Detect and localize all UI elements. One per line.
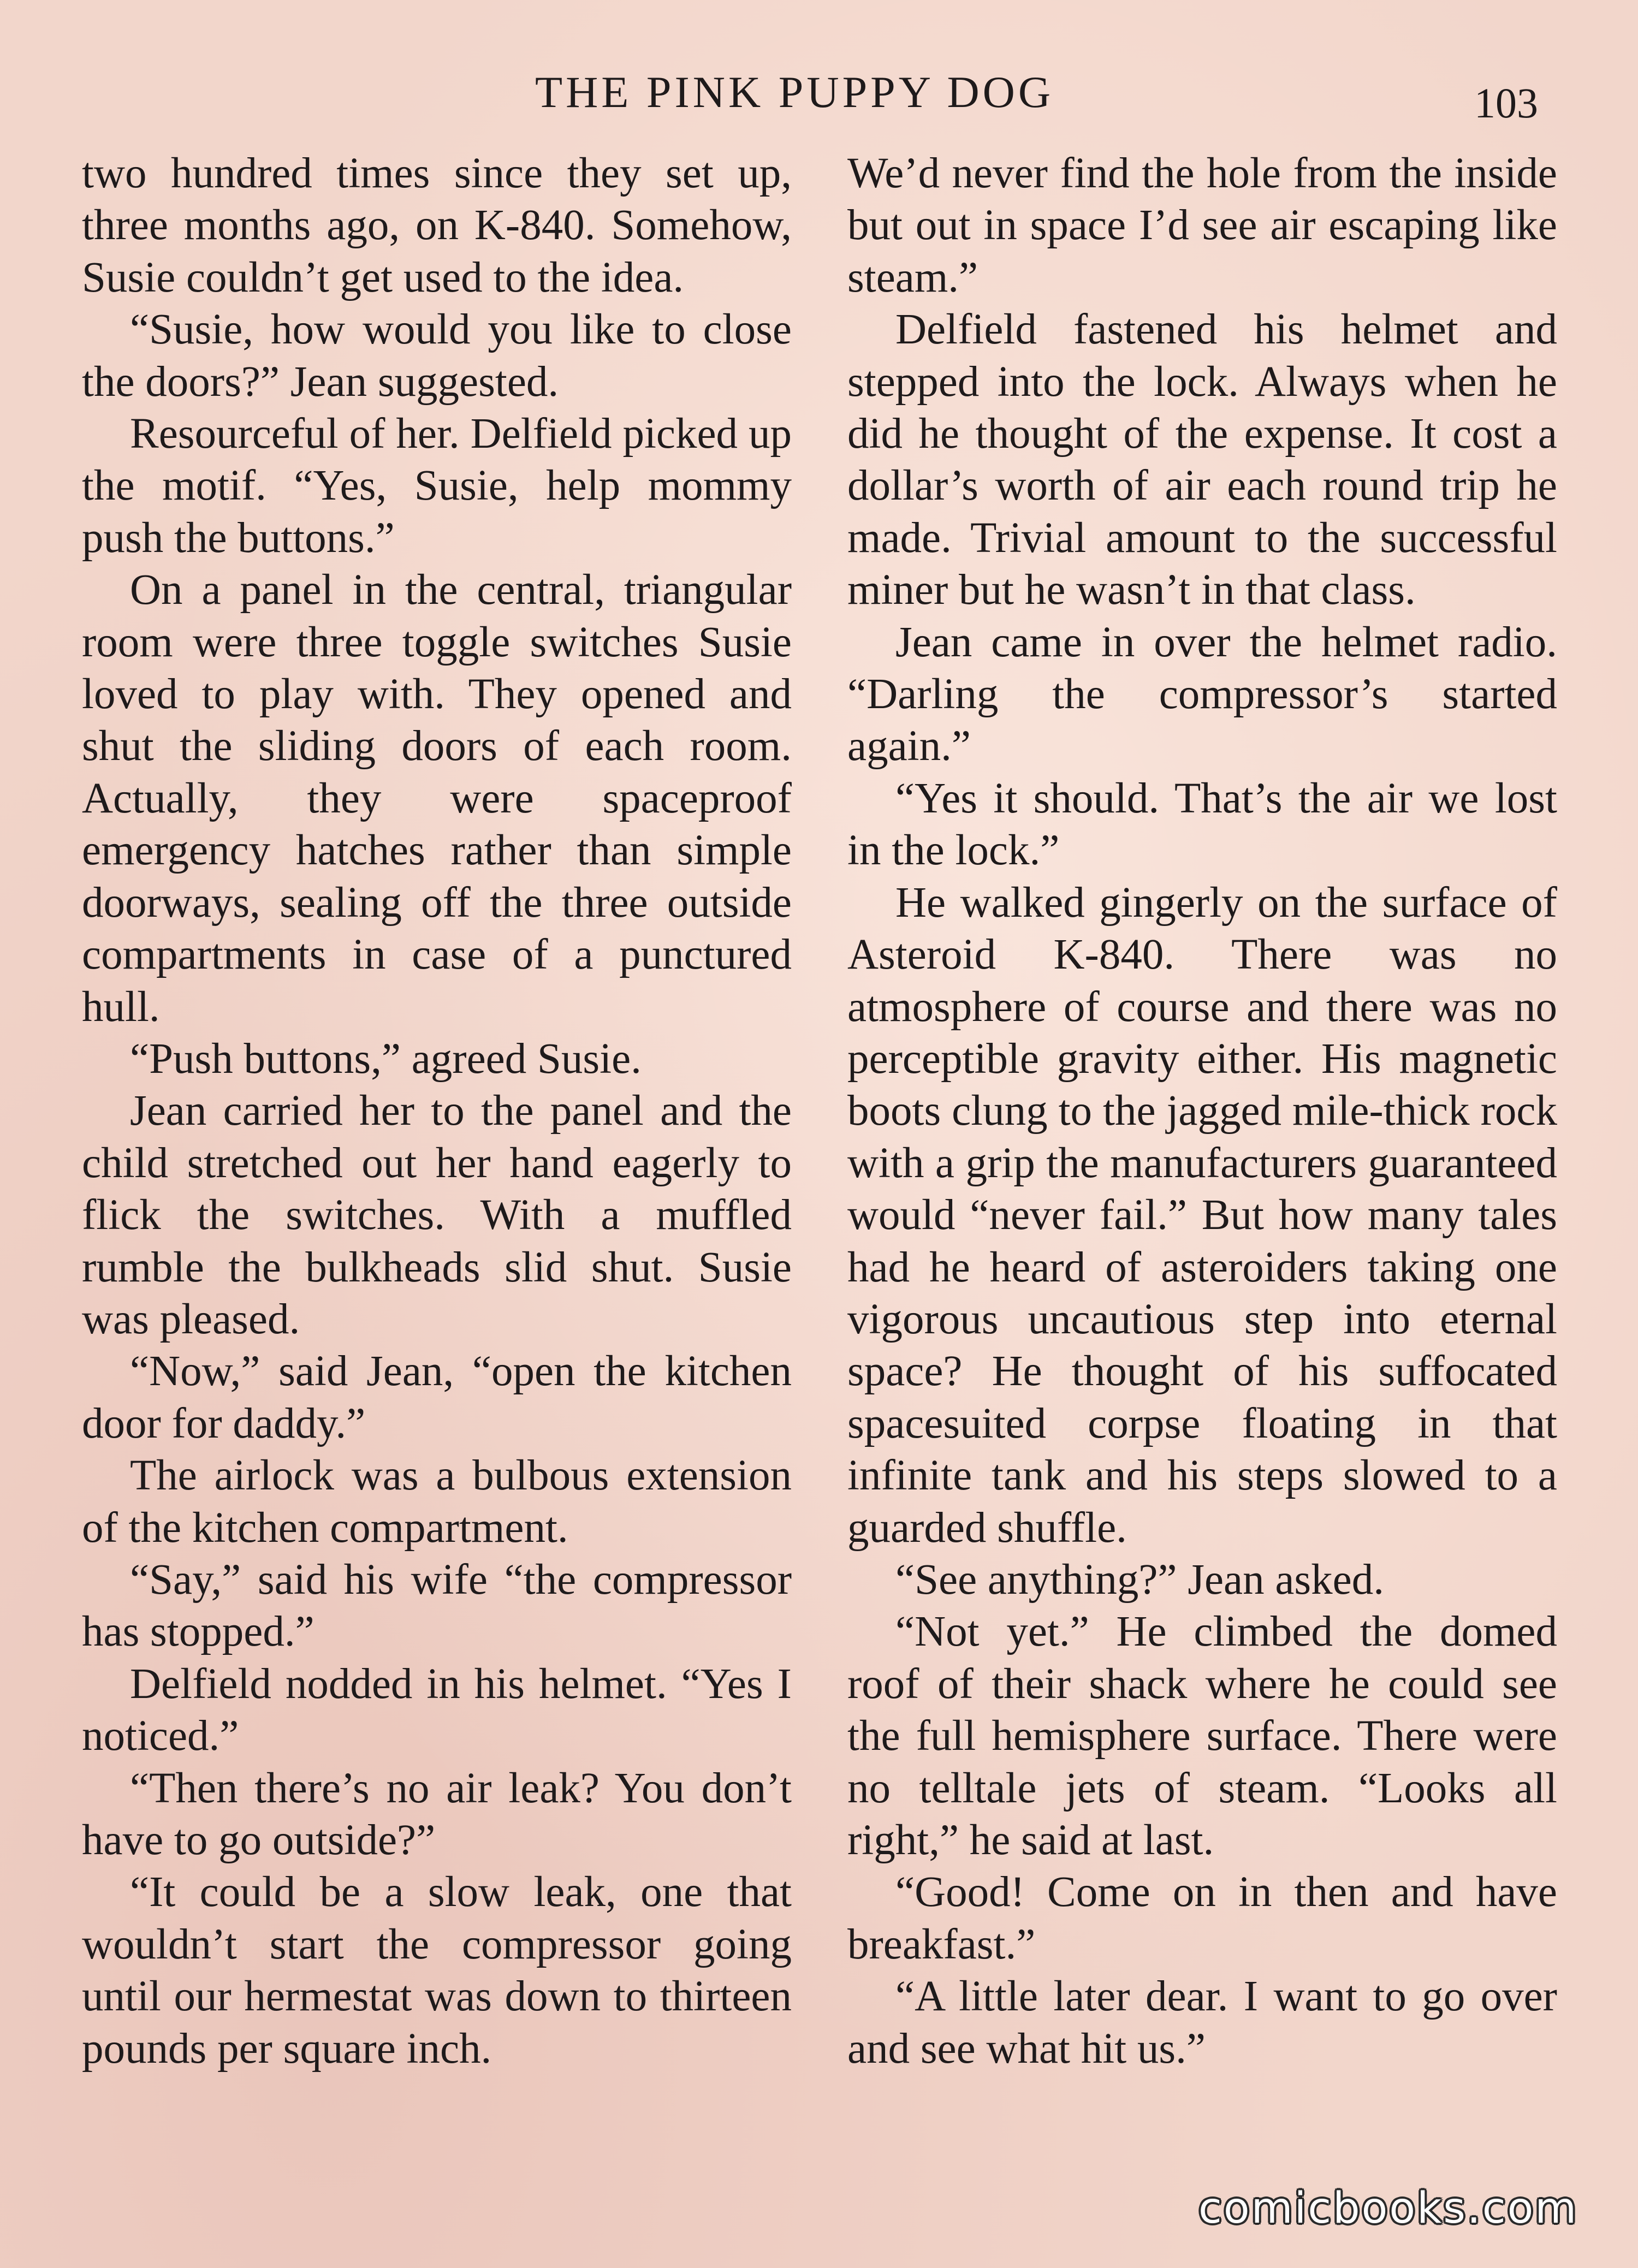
paragraph: Jean came in over the helmet radio. “Darling the compressor’s started again.”: [847, 618, 1557, 770]
paragraph: “See anything?” Jean asked.: [895, 1555, 1384, 1604]
paragraph: “Not yet.” He climbed the domed roof of their shack where he could see the full hemisphere surface. There were no telltale jets of steam. “Looks all right,” he said at last.: [847, 1608, 1557, 1864]
paragraph: Resourceful of her. Delfield picked up the motif. “Yes, Susie, help mommy push the buttons.”: [82, 410, 792, 562]
paragraph: two hundred times since they set up, three months ago, on K-840. Somehow, Susie couldn’t get used to the idea.: [82, 150, 792, 301]
paragraph: “Say,” said his wife “the compressor has stopped.”: [82, 1555, 792, 1656]
page-number: 103: [1474, 79, 1538, 127]
paragraph: “Susie, how would you like to close the doors?” Jean suggested.: [82, 306, 792, 406]
paragraph: “It could be a slow leak, one that wouldn’t start the compressor going until our hermestat was down to thirteen pounds per square inch.: [82, 1868, 792, 2073]
paragraph: We’d never find the hole from the inside but out in space I’d see air escaping like steam.”: [847, 150, 1557, 301]
paragraph: Delfield nodded in his helmet. “Yes I noticed.”: [82, 1660, 792, 1760]
running-title: THE PINK PUPPY DOG: [535, 67, 1054, 117]
paragraph: Jean carried her to the panel and the child stretched out her hand eagerly to flick the switches. With a muffled rumble the bulkheads slid shut. Susie was pleased.: [82, 1087, 792, 1343]
paragraph: The airlock was a bulbous extension of the kitchen compartment.: [82, 1452, 792, 1552]
watermark: comicbooks.com: [1198, 2184, 1578, 2233]
paragraph: “Push buttons,” agreed Susie.: [130, 1035, 642, 1083]
paragraph: “Yes it should. That’s the air we lost in the lock.”: [847, 774, 1557, 875]
paragraph: He walked gingerly on the surface of Asteroid K-840. There was no atmosphere of course and there was no perceptible gravity either. His magnetic boots clung to the jagged mile-thick rock with a grip the manufacturers guaranteed would “never fail.” But how many tales had he heard of asteroiders taking one vigorous uncautious step into eternal space? He thought of his suffocated spacesuited corpse floating in that infinite tank and his steps slowed to a guarded shuffle.: [847, 878, 1557, 1552]
paragraph: On a panel in the central, triangular room were three toggle switches Susie loved to play with. They opened and shut the sliding doors of each room. Actually, they were spaceproof emergency hatches rather than simple doorways, sealing off the three outside compartments in case of a punctured hull.: [82, 566, 792, 1031]
paragraph: Delfield fastened his helmet and stepped into the lock. Always when he did he thought of the expense. It cost a dollar’s worth of air each round trip he made. Trivial amount to the successful miner but he wasn’t in that class.: [847, 306, 1557, 614]
paragraph: “Good! Come on in then and have breakfast.”: [847, 1868, 1557, 1968]
paragraph: “A little later dear. I want to go over and see what hit us.”: [847, 1973, 1557, 2073]
right-column: [847, 147, 1557, 2075]
paragraph: “Then there’s no air leak? You don’t have to go outside?”: [82, 1764, 792, 1864]
paragraph: “Now,” said Jean, “open the kitchen door for daddy.”: [82, 1347, 792, 1447]
left-column: [82, 147, 792, 2075]
